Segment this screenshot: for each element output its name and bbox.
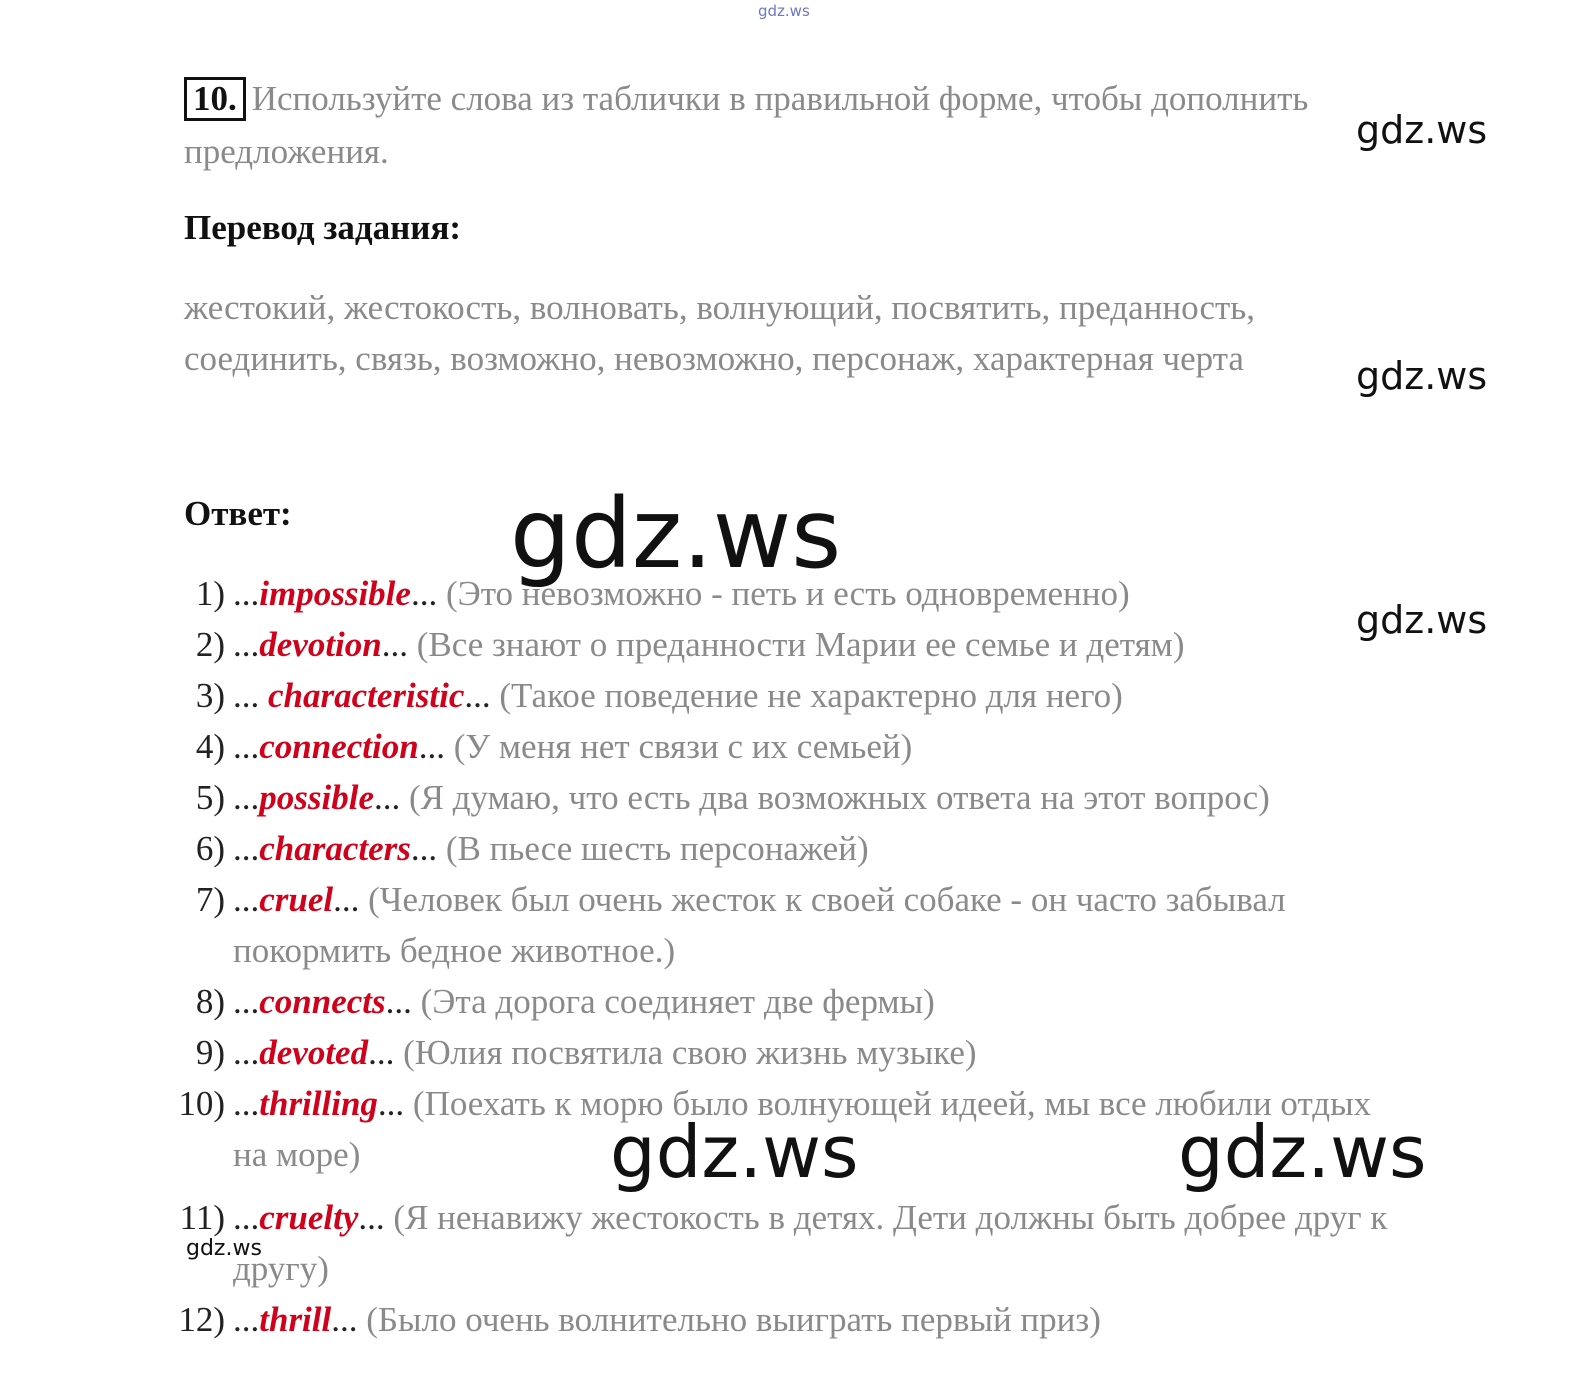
answer-word: connection [259,727,419,766]
answer-translation: (В пьесе шесть персонажей) [445,829,869,868]
answer-item: 3) ... characteristic... (Такое поведение не характерно для него) [170,670,1410,721]
translation-words: жестокий, жестокость, волновать, волнующий, посвятить, преданность, соединить, связь, возможно, невозможно, персонаж, характерная черта [184,288,1256,378]
answer-word: characters [259,829,411,868]
answer-item: 5) ...possible... (Я думаю, что есть два возможных ответа на этот вопрос) [170,772,1410,823]
answer-translation: (Такое поведение не характерно для него) [499,676,1123,715]
watermark: gdz.ws [1356,598,1488,642]
answer-translation: (Было очень волнительно выиграть первый приз) [366,1300,1101,1339]
answer-word: connects [259,982,386,1021]
answer-item: 10) ...thrilling... (Поехать к морю было волнующей идеей, мы все любили отдых на море) [170,1078,1410,1180]
task-text: Используйте слова из таблички в правильной форме, чтобы дополнить предложения. [184,79,1309,171]
answer-word: thrill [259,1300,332,1339]
answer-item: 8) ...connects... (Эта дорога соединяет две фермы) [170,976,1410,1027]
answer-word: impossible [259,574,411,613]
answer-item: 2) ...devotion... (Все знают о преданности Марии ее семье и детям) [170,619,1410,670]
answer-item: 7) ...cruel... (Человек был очень жесток к своей собаке - он часто забывал покормить бедное животное.) [170,874,1410,976]
answer-translation: (Человек был очень жесток к своей собаке - он часто забывал покормить бедное животное.) [233,880,1286,970]
answer-word: devoted [259,1033,369,1072]
translation-heading: Перевод задания: [184,208,462,247]
answer-word: characteristic [268,676,465,715]
watermark-large: gdz.ws [510,478,842,590]
answer-number: 9) [195,1033,225,1072]
answer-translation: (У меня нет связи с их семьей) [453,727,913,766]
answer-word: cruelty [259,1198,359,1237]
answer-translation: (Я думаю, что есть два возможных ответа на этот вопрос) [408,778,1270,817]
answer-translation: (Эта дорога соединяет две фермы) [420,982,935,1021]
watermark-medium: gdz.ws [1178,1110,1427,1194]
answer-heading: Ответ: [184,494,292,533]
answer-number: 5) [195,778,225,817]
answer-item: 9) ...devoted... (Юлия посвятила свою жизнь музыке) [170,1027,1410,1078]
answer-word: possible [259,778,374,817]
answer-translation: (Я ненавижу жестокость в детях. Дети должны быть добрее друг к другу) [233,1198,1388,1288]
watermark-top: gdz.ws [758,2,810,20]
answer-item: 4) ...connection... (У меня нет связи с их семьей) [170,721,1410,772]
answer-item: 11) ...cruelty... (Я ненавижу жестокость в детях. Дети должны быть добрее друг к другу) [170,1192,1410,1294]
watermark-small: gdz.ws [186,1236,262,1261]
answer-word: cruel [259,880,334,919]
answer-word: thrilling [259,1084,378,1123]
answer-item: 1) ...impossible... (Это невозможно - петь и есть одновременно) [170,568,1410,619]
task-statement [184,72,1444,178]
answer-number: 10) [178,1084,225,1123]
answer-number: 11) [179,1198,225,1237]
watermark: gdz.ws [1356,354,1488,398]
answer-number: 4) [195,727,225,766]
answer-number: 12) [178,1300,225,1339]
answer-number: 7) [195,880,225,919]
answer-number: 8) [195,982,225,1021]
answer-word: devotion [259,625,382,664]
answer-translation: (Юлия посвятила свою жизнь музыке) [403,1033,977,1072]
answer-number: 6) [195,829,225,868]
answer-number: 1) [195,574,225,613]
watermark-medium: gdz.ws [610,1110,859,1194]
answer-translation: (Все знают о преданности Марии ее семье и детям) [416,625,1185,664]
watermark: gdz.ws [1356,108,1488,152]
task-number: 10. [184,77,246,121]
answer-translation: (Поехать к морю было волнующей идеей, мы все любили отдых на море) [233,1084,1372,1174]
answer-item: 12) ...thrill... (Было очень волнительно выиграть первый приз) [170,1294,1410,1345]
answer-translation: (Это невозможно - петь и есть одновременно) [445,574,1130,613]
answer-number: 3) [195,676,225,715]
answer-list [170,568,1410,1345]
answer-number: 2) [195,625,225,664]
answer-item: 6) ...characters... (В пьесе шесть персонажей) [170,823,1410,874]
